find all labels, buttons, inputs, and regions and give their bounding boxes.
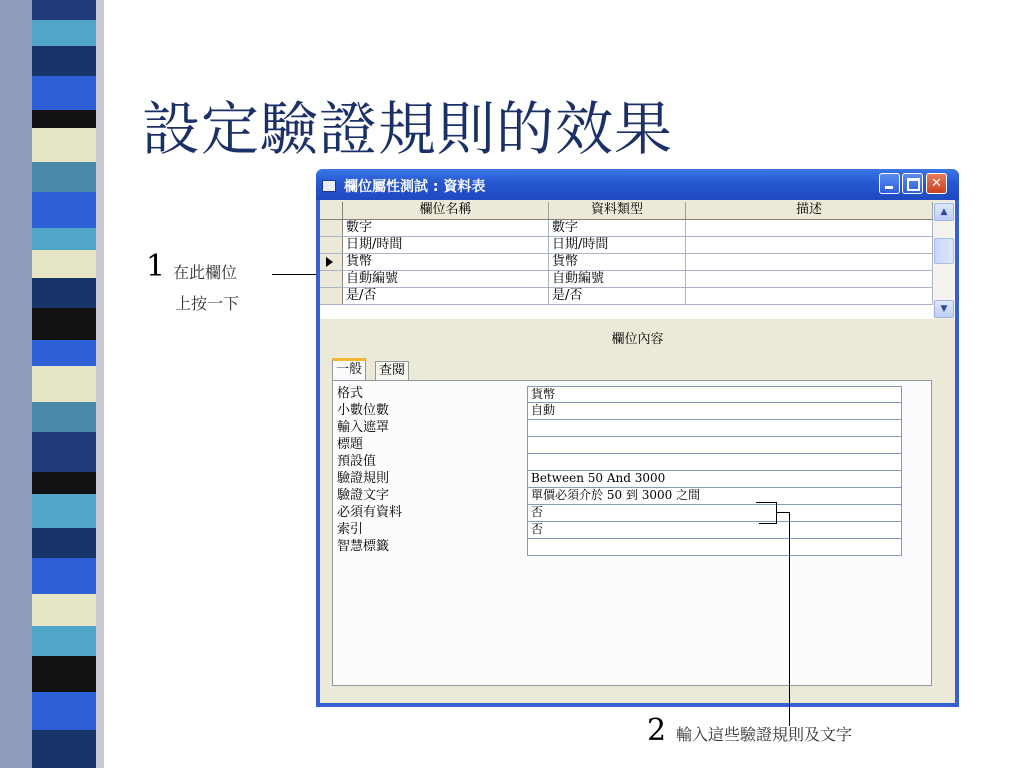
- field-name-cell[interactable]: 日期/時間: [343, 237, 549, 253]
- table-row-current[interactable]: [320, 254, 933, 271]
- row-selector[interactable]: [320, 288, 343, 304]
- window-title: 欄位屬性測試 : 資料表: [344, 179, 486, 195]
- property-label: 驗證文字: [337, 488, 390, 503]
- window-titlebar[interactable]: [316, 169, 959, 200]
- property-label: 格式: [337, 386, 364, 401]
- required-field[interactable]: 否: [527, 505, 902, 522]
- step2-callout-line: [789, 512, 790, 726]
- step2-bracket-side: [776, 502, 777, 524]
- step1-text-line1: 在此欄位: [173, 263, 238, 282]
- tab-lookup[interactable]: 查閱: [375, 361, 409, 380]
- scroll-up-arrow-icon[interactable]: ▲: [934, 203, 954, 221]
- row-selector[interactable]: [320, 220, 343, 236]
- table-icon: [322, 180, 336, 192]
- decorative-side-strip: [0, 0, 104, 768]
- property-label: 標題: [337, 437, 364, 452]
- table-row[interactable]: [320, 220, 933, 237]
- column-header-description[interactable]: 描述: [686, 202, 933, 219]
- data-type-cell[interactable]: 自動編號: [549, 271, 686, 287]
- field-properties-label: 欄位內容: [611, 332, 664, 347]
- tab-general[interactable]: 一般: [332, 358, 366, 380]
- property-label: 必須有資料: [337, 505, 403, 520]
- data-type-cell[interactable]: 貨幣: [549, 254, 686, 270]
- property-label: 智慧標籤: [337, 539, 390, 554]
- header-selector-cell: [320, 202, 343, 219]
- step1-number: 1: [146, 249, 166, 284]
- slide-title: 設定驗證規則的效果: [142, 95, 674, 163]
- description-cell[interactable]: [686, 271, 933, 287]
- field-name-cell[interactable]: 自動編號: [343, 271, 549, 287]
- step1-text-line2: 上按一下: [175, 294, 240, 313]
- step2-bracket-top: [756, 502, 776, 503]
- step1-callout-line: [272, 274, 320, 275]
- step2-text: 輸入這些驗證規則及文字: [676, 725, 853, 744]
- property-label: 小數位數: [337, 403, 390, 418]
- grid-vertical-scrollbar[interactable]: [933, 202, 955, 319]
- row-pointer-icon: [326, 257, 333, 267]
- row-selector[interactable]: [320, 237, 343, 253]
- field-name-cell[interactable]: 數字: [343, 220, 549, 236]
- scrollbar-thumb[interactable]: [934, 238, 954, 264]
- close-button[interactable]: [926, 173, 947, 194]
- step2-bracket-bottom: [759, 523, 776, 524]
- step2-bracket-stem: [776, 512, 789, 513]
- data-type-cell[interactable]: 日期/時間: [549, 237, 686, 253]
- default-value-field[interactable]: [527, 454, 902, 471]
- property-label: 索引: [337, 522, 364, 537]
- smart-tags-field[interactable]: [527, 539, 902, 556]
- description-cell[interactable]: [686, 288, 933, 304]
- minimize-button[interactable]: [879, 173, 900, 194]
- property-label: 預設值: [337, 454, 377, 469]
- input-mask-field[interactable]: [527, 420, 902, 437]
- caption-field[interactable]: [527, 437, 902, 454]
- validation-rule-field[interactable]: Between 50 And 3000: [527, 471, 902, 488]
- step2-number: 2: [647, 713, 667, 748]
- column-header-field-name[interactable]: 欄位名稱: [343, 202, 549, 219]
- row-selector[interactable]: [320, 271, 343, 287]
- field-grid: [320, 202, 933, 319]
- description-cell[interactable]: [686, 254, 933, 270]
- decimal-places-field[interactable]: 自動: [527, 403, 902, 420]
- property-label: 驗證規則: [337, 471, 390, 486]
- properties-panel: [332, 380, 932, 686]
- table-row[interactable]: [320, 237, 933, 254]
- window-client-area: [320, 200, 955, 703]
- row-selector[interactable]: [320, 254, 343, 270]
- table-design-window: [316, 169, 959, 707]
- maximize-button[interactable]: [902, 173, 923, 194]
- data-type-cell[interactable]: 是/否: [549, 288, 686, 304]
- description-cell[interactable]: [686, 220, 933, 236]
- field-name-cell[interactable]: 貨幣: [343, 254, 549, 270]
- validation-text-field[interactable]: 單價必須介於 50 到 3000 之間: [527, 488, 902, 505]
- table-row[interactable]: [320, 288, 933, 305]
- property-label: 輸入遮罩: [337, 420, 390, 435]
- field-name-cell[interactable]: 是/否: [343, 288, 549, 304]
- format-field[interactable]: 貨幣: [527, 386, 902, 403]
- table-row[interactable]: [320, 271, 933, 288]
- scroll-down-arrow-icon[interactable]: ▼: [934, 300, 954, 318]
- indexed-field[interactable]: 否: [527, 522, 902, 539]
- column-header-data-type[interactable]: 資料類型: [549, 202, 686, 219]
- description-cell[interactable]: [686, 237, 933, 253]
- grid-header-row: [320, 202, 933, 220]
- close-icon: ✕: [931, 176, 942, 191]
- data-type-cell[interactable]: 數字: [549, 220, 686, 236]
